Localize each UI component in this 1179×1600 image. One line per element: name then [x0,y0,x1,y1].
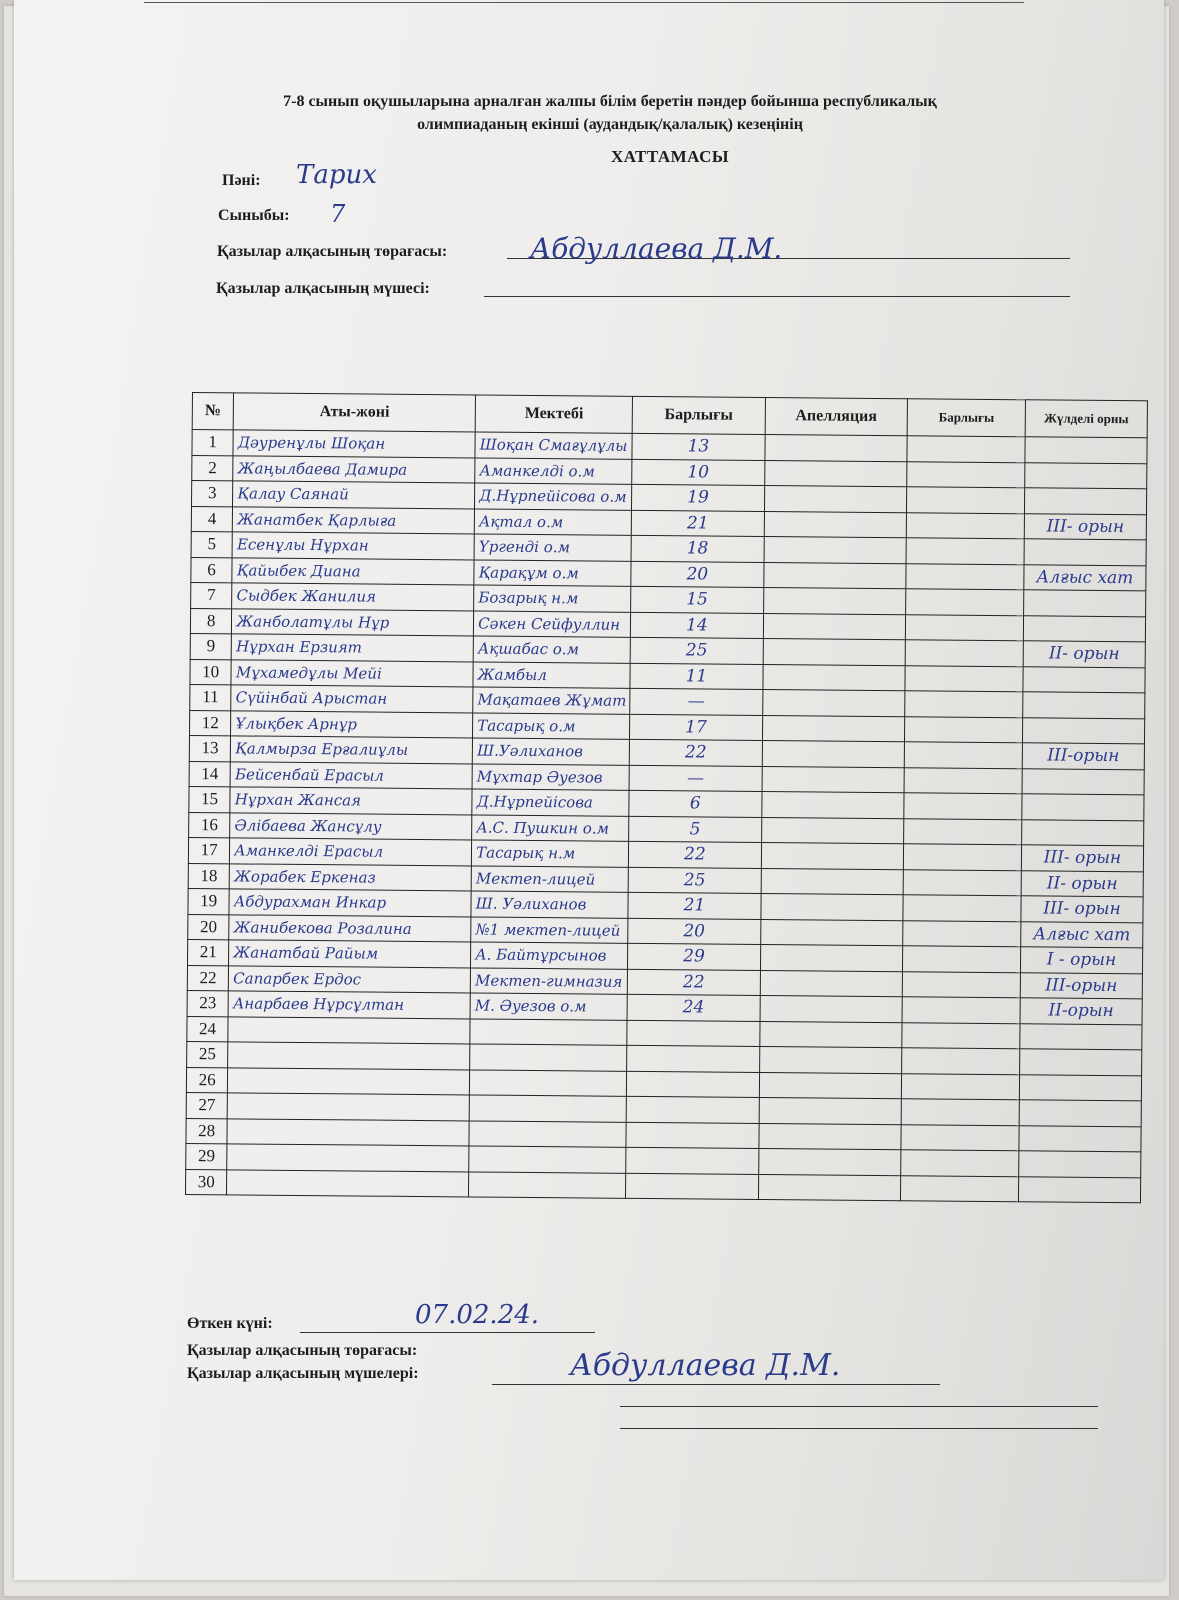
cell-school: М. Әуезов о.м [470,993,627,1020]
top-rule [144,2,1024,3]
cell-total: 6 [629,790,761,817]
cell-final-total [902,971,1020,998]
cell-name: Әлібаева Жансұлу [230,812,472,840]
cell-place [1022,768,1144,795]
cell-total: 11 [630,663,762,690]
cell-appeal [760,893,903,920]
row-number: 26 [186,1067,228,1093]
row-number: 5 [191,531,233,557]
cell-place [1023,666,1145,693]
members-label: Қазылар алқасының мүшелері: [187,1365,419,1382]
cell-total: 22 [628,969,760,996]
row-number: 20 [188,914,230,940]
cell-final-total [902,1022,1020,1049]
cell-place: II-орын [1020,998,1142,1025]
cell-total [626,1122,758,1149]
row-number: 24 [187,1016,229,1042]
cell-final-total [901,1150,1019,1177]
member-underline [484,296,1070,297]
cell-appeal [760,970,903,997]
cell-total: 21 [628,892,760,919]
cell-place: Алғыс хат [1021,921,1143,948]
cell-name: Қайыбек Диана [232,557,474,585]
cell-place: III-орын [1022,743,1144,770]
footer-chair-label: Қазылар алқасының төрағасы: [187,1342,418,1359]
cell-final-total [901,1124,1019,1151]
members-underline-1 [492,1384,940,1385]
cell-place [1019,1151,1141,1178]
cell-name: Аманкелді Ерасыл [230,838,472,866]
title-line-1: 7-8 сынып оқушыларына арналған жалпы білім беретін пәндер бойынша республикалық [283,93,937,110]
row-number: 13 [189,735,231,761]
row-number: 23 [187,990,229,1016]
cell-appeal [763,613,906,640]
cell-final-total [906,614,1024,641]
cell-final-total [904,844,1022,871]
cell-name: Нұрхан Жансая [230,787,472,815]
cell-final-total [906,563,1024,590]
row-number: 10 [190,659,232,685]
cell-place [1024,539,1146,566]
cell-appeal [762,766,905,793]
cell-place [1020,1049,1142,1076]
row-number: 19 [188,888,230,914]
member-label: Қазылар алқасының мүшесі: [216,280,430,297]
cell-appeal [761,791,904,818]
cell-place [1019,1074,1141,1101]
cell-final-total [905,716,1023,743]
cell-final-total [904,767,1022,794]
cell-school: Ш. Уәлиханов [471,891,628,918]
cell-appeal [764,485,907,512]
cell-name: Бейсенбай Ерасыл [230,761,472,789]
cell-final-total [907,461,1025,488]
cell-appeal [762,689,905,716]
cell-name: Сүйінбай Арыстан [231,685,473,713]
cell-total [626,1173,758,1200]
title-line-2: олимпиаданың екінші (аудандық/қалалық) кезеңінің [417,116,803,133]
cell-name: Жаңылбаева Дамира [233,455,475,483]
cell-total: 22 [630,739,762,766]
cell-place [1023,615,1145,642]
cell-appeal [759,1021,902,1048]
document-title [230,90,990,136]
row-number: 30 [185,1169,227,1195]
cell-appeal [759,1072,902,1099]
cell-final-total [906,538,1024,565]
cell-total: — [630,688,762,715]
cell-school [469,1120,626,1147]
cell-place: II- орын [1023,641,1145,668]
cell-name: Нұрхан Ерзият [231,634,473,662]
date-value: 07.02.24. [415,1300,540,1330]
row-number: 6 [191,557,233,583]
row-number: 12 [190,710,232,736]
cell-total [627,1071,759,1098]
cell-school: Д.Нұрпейісова [472,789,629,816]
cell-name [228,1067,470,1095]
cell-place: III- орын [1024,513,1146,540]
row-number: 1 [192,430,234,456]
cell-school [469,1171,626,1198]
cell-name: Есенұлы Нұрхан [232,532,474,560]
row-number: 7 [191,582,233,608]
cell-appeal [760,995,903,1022]
cell-school: Үргенді о.м [474,534,631,561]
cell-final-total [905,665,1023,692]
cell-place [1023,692,1145,719]
cell-total: — [629,765,761,792]
cell-place: III-орын [1020,972,1142,999]
cell-total: 21 [632,510,764,537]
cell-name [227,1118,469,1146]
col-header-total: Барлығы [632,396,765,434]
cell-school [469,1095,626,1122]
cell-name [227,1093,469,1121]
col-header-name: Аты-жөні [233,393,475,432]
cell-total: 18 [631,535,763,562]
cell-place [1024,488,1146,515]
row-number: 14 [189,761,231,787]
cell-name: Сапарбек Ердос [229,965,471,993]
cell-total: 24 [627,994,759,1021]
results-table [185,392,1148,1203]
cell-final-total [904,742,1022,769]
cell-school: Шоқан Смағұлұлы [475,432,632,459]
cell-appeal [758,1123,901,1150]
row-number: 18 [188,863,230,889]
cell-final-total [906,512,1024,539]
cell-appeal [760,919,903,946]
cell-total: 25 [628,867,760,894]
cell-school: Мақатаев Жұмат [473,687,630,714]
cell-name: Мұхамедұлы Мейі [231,659,473,687]
cell-school: Тасарық о.м [473,712,630,739]
cell-school [470,1018,627,1045]
protocol-heading: ХАТТАМАСЫ [610,147,730,166]
cell-total [626,1147,758,1174]
cell-school: Ш.Уәлиханов [472,738,629,765]
cell-total: 10 [632,459,764,486]
cell-name [227,1169,469,1197]
cell-final-total [902,997,1020,1024]
cell-final-total [901,1175,1019,1202]
cell-appeal [761,868,904,895]
cell-school: Бозарық н.м [474,585,631,612]
cell-appeal [760,944,903,971]
cell-appeal [762,664,905,691]
cell-name: Жанатбек Қарлыға [233,506,475,534]
cell-appeal [758,1148,901,1175]
cell-appeal [764,511,907,538]
cell-place [1025,462,1147,489]
date-label: Өткен күні: [187,1315,273,1332]
cell-final-total [904,818,1022,845]
cell-name: Абдурахман Инкар [229,889,471,917]
cell-school: Ақтал о.м [474,508,631,535]
row-number: 2 [192,455,234,481]
col-header-appeal: Апелляция [765,398,908,436]
cell-total: 22 [629,841,761,868]
row-number: 29 [186,1143,228,1169]
cell-school: А.С. Пушкин о.м [472,814,629,841]
cell-total: 20 [631,561,763,588]
cell-final-total [906,589,1024,616]
cell-place [1019,1100,1141,1127]
cell-appeal [763,638,906,665]
cell-school: Жамбыл [473,661,630,688]
subject-label: Пәні: [222,172,261,189]
cell-total: 20 [628,918,760,945]
cell-appeal [764,434,907,461]
cell-final-total [903,869,1021,896]
cell-school: Ақшабас о.м [473,636,630,663]
cell-appeal [759,1097,902,1124]
cell-place: I - орын [1020,947,1142,974]
cell-total: 14 [631,612,763,639]
cell-place [1020,1023,1142,1050]
col-header-number: № [192,393,234,430]
cell-school: Сәкен Сейфуллин [474,610,631,637]
members-value: Абдуллаева Д.М. [570,1348,841,1383]
row-number: 28 [186,1118,228,1144]
cell-total: 29 [628,943,760,970]
cell-final-total [903,946,1021,973]
cell-final-total [902,1073,1020,1100]
cell-total [627,1045,759,1072]
cell-appeal [761,842,904,869]
cell-appeal [763,562,906,589]
cell-total: 25 [630,637,762,664]
cell-final-total [902,1048,1020,1075]
cell-final-total [907,436,1025,463]
cell-total: 19 [632,484,764,511]
cell-appeal [764,460,907,487]
cell-name: Ұлықбек Арнұр [231,710,473,738]
cell-final-total [905,691,1023,718]
chair-label: Қазылар алқасының төрағасы: [217,243,448,260]
cell-final-total [905,640,1023,667]
subject-value: Тарих [296,160,377,190]
cell-school: №1 мектеп-лицей [471,916,628,943]
cell-school: Мектеп-гимназия [470,967,627,994]
col-header-final-total: Барлығы [907,399,1025,437]
row-number: 22 [187,965,229,991]
row-number: 3 [192,481,234,507]
cell-name: Қалмырза Ерғалиұлы [231,736,473,764]
cell-name: Сыдбек Жанилия [232,583,474,611]
row-number: 9 [190,633,232,659]
row-number: 8 [190,608,232,634]
cell-school: Қарақұм о.м [474,559,631,586]
cell-school [469,1146,626,1173]
cell-name: Анарбаев Нұрсұлтан [228,991,470,1019]
date-underline [300,1332,595,1333]
cell-place [1022,717,1144,744]
cell-school: Д.Нұрпейісова о.м [475,483,632,510]
cell-appeal [762,740,905,767]
col-header-place: Жүлделі орны [1025,400,1147,438]
row-number: 21 [187,939,229,965]
cell-appeal [759,1046,902,1073]
cell-total: 13 [632,433,764,460]
cell-appeal [758,1174,901,1201]
cell-place [1024,590,1146,617]
row-number: 15 [189,786,231,812]
cell-name: Жорабек Еркеназ [229,863,471,891]
cell-place [1022,819,1144,846]
grade-value: 7 [330,200,346,228]
cell-school [470,1069,627,1096]
cell-name: Жанатбай Райым [229,940,471,968]
cell-place [1025,437,1147,464]
cell-total: 17 [630,714,762,741]
cell-place: II- орын [1021,870,1143,897]
cell-place [1022,794,1144,821]
cell-school: Тасарық н.м [472,840,629,867]
cell-school: Аманкелді о.м [475,457,632,484]
cell-final-total [907,487,1025,514]
members-underline-3 [620,1428,1098,1429]
cell-appeal [761,817,904,844]
row-number: 11 [190,684,232,710]
cell-name: Жанибекова Розалина [229,914,471,942]
cell-name: Дәуренұлы Шоқан [233,430,475,458]
cell-final-total [903,920,1021,947]
cell-name: Қалау Саянай [233,481,475,509]
cell-place: III- орын [1021,896,1143,923]
cell-place: Алғыс хат [1024,564,1146,591]
cell-name [228,1042,470,1070]
cell-total [626,1096,758,1123]
cell-school: Мектеп-лицей [471,865,628,892]
row-number: 25 [187,1041,229,1067]
cell-place: III- орын [1021,845,1143,872]
chair-value: Абдуллаева Д.М. [530,232,783,265]
row-number: 27 [186,1092,228,1118]
cell-school [470,1044,627,1071]
row-number: 4 [191,506,233,532]
cell-final-total [904,793,1022,820]
row-number: 17 [188,837,230,863]
cell-place [1019,1125,1141,1152]
cell-name [227,1144,469,1172]
cell-name [228,1016,470,1044]
members-underline-2 [620,1406,1098,1407]
col-header-school: Мектебі [475,395,632,433]
cell-place [1018,1176,1140,1203]
grade-label: Сыныбы: [218,207,290,224]
cell-total [627,1020,759,1047]
cell-total: 15 [631,586,763,613]
cell-appeal [764,536,907,563]
row-number: 16 [189,812,231,838]
cell-final-total [901,1099,1019,1126]
cell-appeal [763,587,906,614]
cell-appeal [762,715,905,742]
cell-school: Мұхтар Әуезов [472,763,629,790]
cell-final-total [903,895,1021,922]
cell-school: А. Байтұрсынов [471,942,628,969]
cell-name: Жанболатұлы Нұр [232,608,474,636]
cell-total: 5 [629,816,761,843]
